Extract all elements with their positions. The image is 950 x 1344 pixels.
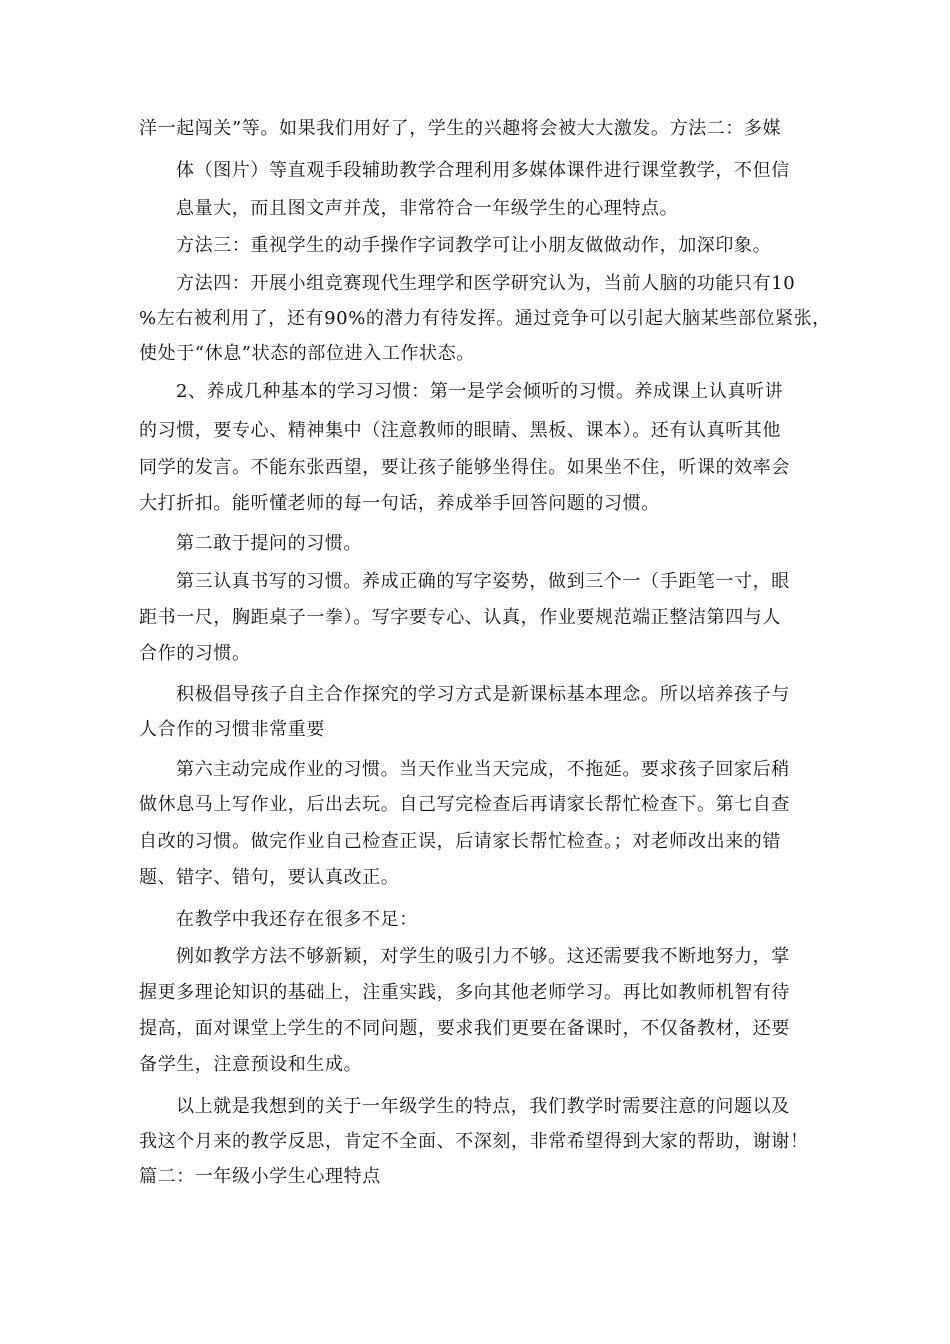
text-line: 使处于“休息”状态的部位进入工作状态。 [139,343,475,364]
text-line: 2、养成几种基本的学习习惯：第一是学会倾听的习惯。养成课上认真听讲 [176,381,784,402]
text-line: 例如教学方法不够新颖，对学生的吸引力不够。这还需要我不断地努力，掌 [176,946,790,967]
text-line: 的习惯，要专心、精神集中（注意教师的眼睛、黑板、课本）。还有认真听其他 [139,420,781,441]
text-line: 息量大，而且图文声并茂，非常符合一年级学生的心理特点。 [176,198,679,219]
text-line: 洋一起闯关”等。如果我们用好了，学生的兴趣将会被大大激发。方法二：多媒 [139,118,782,139]
text-line: 我这个月来的教学反思，肯定不全面、不深刻，非常希望得到大家的帮助，谢谢！ [139,1131,809,1152]
text-line: 方法四：开展小组竞赛现代生理学和医学研究认为，当前人脑的功能只有10 [176,273,796,294]
text-line: 第二敢于提问的习惯。 [176,533,362,554]
text-line: %左右被利用了，还有90%的潜力有待发挥。通过竞争可以引起大脑某些部位紧张， [139,308,831,329]
text-line: 在教学中我还存在很多不足： [176,909,418,930]
text-line: 以上就是我想到的关于一年级学生的特点，我们教学时需要注意的问题以及 [176,1096,790,1117]
text-line: 体（图片）等直观手段辅助教学合理利用多媒体课件进行课堂教学，不但信 [176,160,790,181]
section-heading: 篇二：一年级小学生心理特点 [139,1166,381,1187]
text-line: 提高，面对课堂上学生的不同问题，要求我们更要在备课时，不仅备教材，还要 [139,1018,790,1039]
text-line: 同学的发言。不能东张西望，要让孩子能够坐得住。如果坐不住，听课的效率会 [139,457,790,478]
text-line: 大打折扣。能听懂老师的每一句话，养成举手回答问题的习惯。 [139,493,660,514]
text-line: 握更多理论知识的基础上，注重实践，多向其他老师学习。再比如教师机智有待 [139,982,790,1003]
text-line: 人合作的习惯非常重要 [139,719,325,740]
text-line: 距书一尺，胸距桌子一拳）。写字要专心、认真，作业要规范端正整洁第四与人 [139,607,781,628]
text-line: 方法三：重视学生的动手操作字词教学可让小朋友做做动作，加深印象。 [176,235,772,256]
text-line: 合作的习惯。 [139,643,251,664]
text-line: 第六主动完成作业的习惯。当天作业当天完成，不拖延。要求孩子回家后稍 [176,759,790,780]
text-line: 积极倡导孩子自主合作探究的学习方式是新课标基本理念。所以培养孩子与 [176,684,790,705]
text-line: 第三认真书写的习惯。养成正确的写字姿势，做到三个一（手距笔一寸，眼 [176,571,790,592]
text-line: 做休息马上写作业，后出去玩。自己写完检查后再请家长帮忙检查下。第七自查 [139,794,790,815]
text-line: 备学生，注意预设和生成。 [139,1054,363,1075]
text-line: 题、错字、错句，要认真改正。 [139,867,400,888]
text-line: 自改的习惯。做完作业自己检查正误，后请家长帮忙检查。；对老师改出来的错 [139,831,781,852]
